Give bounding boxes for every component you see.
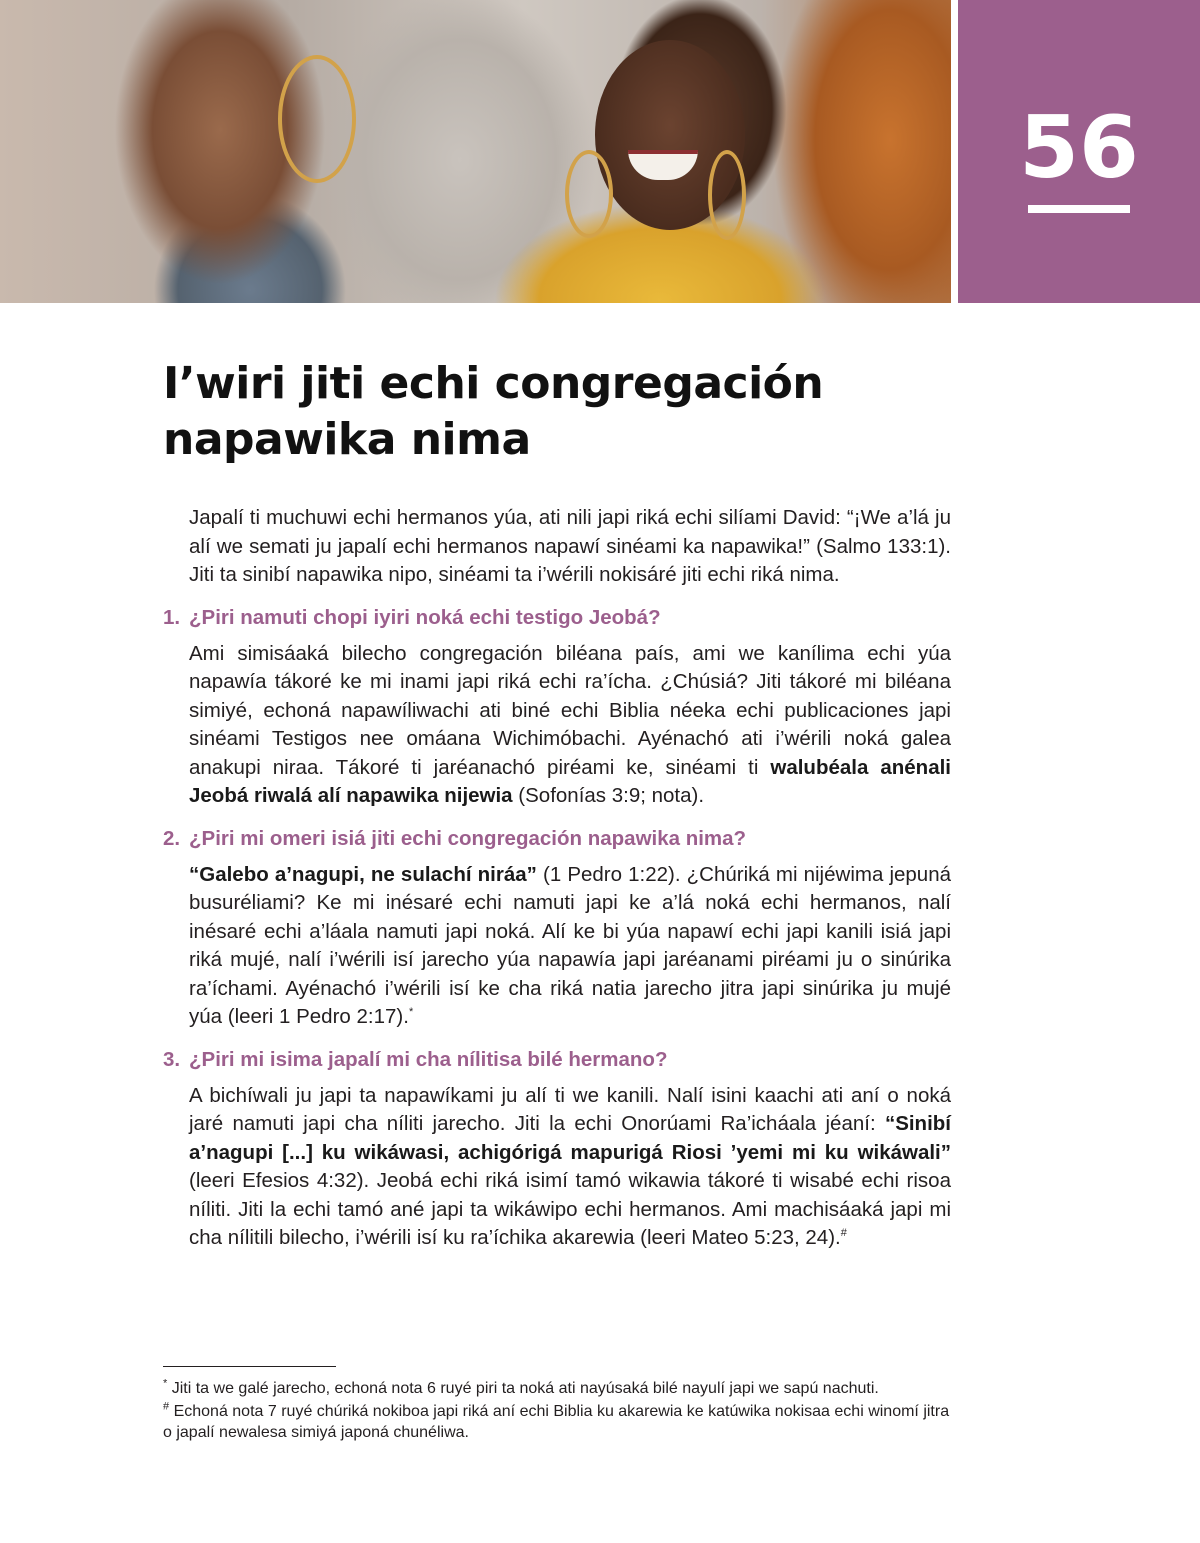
question-text: ¿Piri namuti chopi iyiri noká echi testigo Jeobá? bbox=[189, 605, 661, 629]
lesson-body bbox=[163, 504, 951, 1267]
answer-emphasis: “Sinibí a’nagupi [...] ku wikáwasi, achigórigá mapurigá Riosi ’yemi mi ku wikáwali” bbox=[189, 1112, 951, 1164]
footnote-mark[interactable]: # bbox=[840, 1227, 847, 1240]
title-line-2: napawika nima bbox=[163, 414, 531, 465]
page-title bbox=[163, 356, 963, 468]
answer-emphasis: “Galebo a’nagupi, ne sulachí niráa” bbox=[189, 862, 537, 886]
footnote-2 bbox=[163, 1401, 951, 1443]
intro-paragraph: Japalí ti muchuwi echi hermanos yúa, ati nili japi riká echi silíami David: “¡We a’lá ju alí we semati ju japalí echi hermanos napawí sinéami ka napawika!” (Salmo 133:1). Jiti ta sinibí napawika nipo, sinéami ta i’wérili nokisáré jiti echi riká nima. bbox=[189, 506, 951, 586]
question-number: 3. bbox=[163, 1047, 181, 1071]
title-line-1: I’wiri jiti echi congregación bbox=[163, 358, 824, 409]
footnote-1-text: Jiti ta we galé jarecho, echoná nota 6 ruyé piri ta noká ati nayúsaká bilé nayulí japi we sapú nachuti. bbox=[167, 1380, 879, 1397]
earring-right-decoration bbox=[708, 150, 746, 240]
header-photo bbox=[0, 0, 951, 303]
answer-3 bbox=[189, 1082, 951, 1253]
lesson-badge bbox=[958, 0, 1200, 303]
answer-citation: (leeri Efesios 4:32). Jeobá echi riká isimí tamó wikawia tákoré ti wisabé echi risoa níliti. Jiti la echi tamó ané japi ta wikáwipo echi hermanos. Ami machisáaká japi mi cha nílitili bilecho, i’wérili isí ku ra’íchika akarewia (leeri Mateo 5:23, 24). bbox=[189, 1169, 951, 1249]
question-1 bbox=[163, 604, 951, 632]
footnote-mark[interactable]: * bbox=[408, 1006, 414, 1019]
question-3 bbox=[163, 1046, 951, 1074]
answer-citation: (Sofonías 3:9; nota). bbox=[512, 784, 705, 807]
answer-2 bbox=[189, 861, 951, 1032]
answer-text: Ami simisáaká bilecho congregación biléana país, ami we kanílima echi yúa napawía tákoré ke mi inami japi riká echi ra’ícha. ¿Chúsiá? Jiti tákoré mi biléana simiyé, echoná napawíliwachi ati biné echi Biblia néeka echi publicaciones japi sinéami Testigos nee omáana Wichimóbachi. Ayénachó ati i’wérili noká galea anakupi niraa. Tákoré ti jaréanachó piréami ke, sinéami ti bbox=[189, 641, 951, 779]
answer-text: A bichíwali ju japi ta napawíkami ju alí ti we kanili. Nalí isini kaachi ati aní o noká jaré namuti japi cha níliti jarecho. Jiti la echi Onorúami Ra’icháala jéaní: bbox=[189, 1083, 951, 1135]
answer-1 bbox=[189, 640, 951, 811]
earring-left-decoration bbox=[565, 150, 613, 238]
question-text: ¿Piri mi omeri isiá jiti echi congregación napawika nima? bbox=[189, 826, 747, 850]
question-number: 2. bbox=[163, 826, 181, 850]
question-text: ¿Piri mi isima japalí mi cha nílitisa bilé hermano? bbox=[189, 1047, 668, 1071]
earring-decoration bbox=[278, 55, 356, 183]
footnote-1-mark: * bbox=[163, 1377, 168, 1390]
footnote-2-mark: # bbox=[163, 1400, 170, 1413]
question-2 bbox=[163, 825, 951, 853]
question-number: 1. bbox=[163, 605, 181, 629]
answer-emphasis: walubéala anénali Jeobá riwalá alí napawika nijewia bbox=[189, 755, 951, 807]
lesson-number-underline bbox=[1028, 205, 1130, 213]
footnotes bbox=[163, 1378, 951, 1445]
footnote-1 bbox=[163, 1378, 951, 1399]
lesson-number: 56 bbox=[1019, 98, 1139, 198]
footnote-2-text: Echoná nota 7 ruyé chúriká nokiboa japi riká aní echi Biblia ku akarewia ke katúwika nokisaa echi winomí jitra o japalí newalesa simiyá japoná chunéliwa. bbox=[163, 1403, 950, 1441]
footnote-divider bbox=[163, 1366, 336, 1367]
answer-text: (1 Pedro 1:22). ¿Chúriká mi nijéwima jepuná busuréliami? Ke mi inésaré echi namuti japi ke a’lá noká echi hermanos, nalí inésaré echi a’láala namuti japi noká. Alí ke bi yúa napawí echi japi kanili isiá japi riká mujé, nalí i’wérili isí jarecho yúa napawía japi jaréanami piréami ju o sinúrika ra’íchami. Ayénachó i’wérili isí ke cha riká natia jarecho jitra japi sinúrika ju mujé yúa (leeri 1 Pedro 2:17). bbox=[189, 862, 952, 1028]
